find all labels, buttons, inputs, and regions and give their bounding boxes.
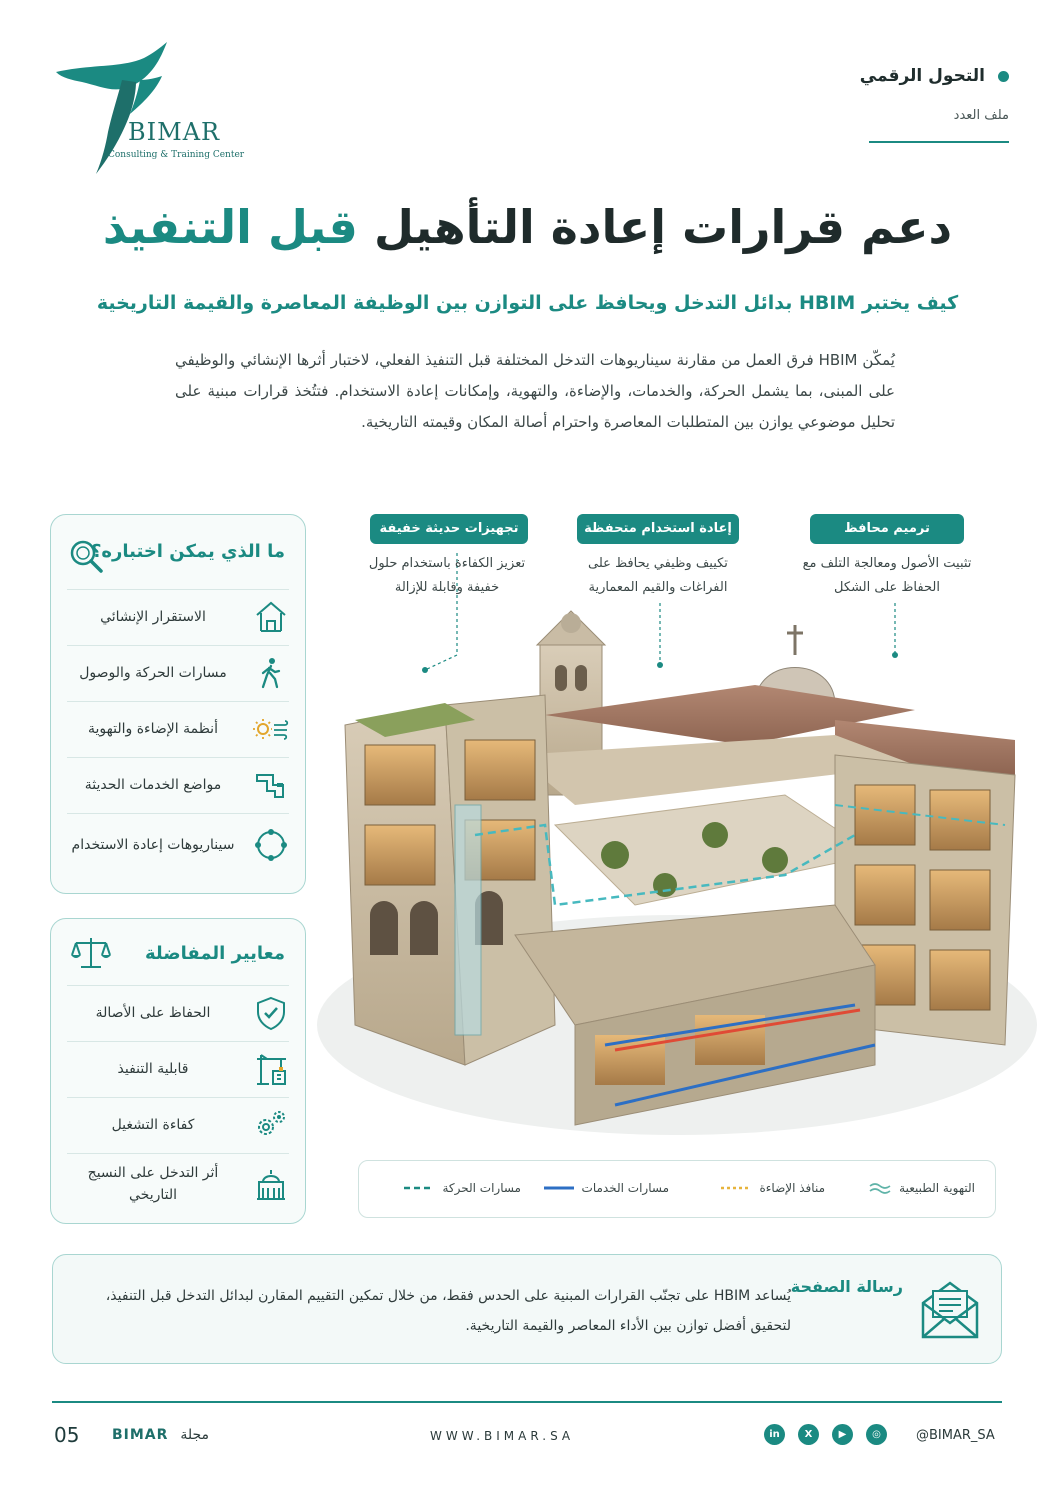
page-message-text: يُساعد HBIM على تجنّب القرارات المبنية على الحدس فقط، من خلال تمكين التقييم المقارن لبدائل التدخل قبل التنفيذ، لتحقيق أفضل توازن بين الأداء المعاصر والقيمة التاريخية. — [105, 1288, 791, 1334]
legend-item-services — [544, 1181, 669, 1195]
criteria-item-label: الحفاظ على الأصالة — [95, 1005, 211, 1021]
issue-file-label: ملف العدد — [953, 108, 1009, 123]
criteria-item-feasibility — [67, 1041, 289, 1096]
wave-icon — [869, 1182, 891, 1194]
section-dot-icon — [998, 71, 1009, 82]
test-item-label: سيناريوهات إعادة الاستخدام — [71, 837, 235, 853]
page-subtitle: كيف يختبر HBIM بدائل التدخل ويحافظ على التوازن بين الوظيفة المعاصرة والقيمة التاريخية — [96, 292, 959, 314]
magazine-name — [112, 1427, 209, 1443]
page-message-box — [52, 1254, 1002, 1364]
magazine-word: مجلة — [180, 1427, 209, 1443]
legend — [358, 1160, 996, 1218]
balance-scale-icon — [71, 935, 111, 971]
test-panel-title: ما الذي يمكن اختباره؟ — [90, 541, 285, 562]
criteria-item-label: أثر التدخل على النسيج التاريخي — [87, 1165, 219, 1203]
intro-paragraph: يُمكّن HBIM فرق العمل من مقارنة سيناريوهات التدخل المختلفة قبل التنفيذ الفعلي، لاختبار أثرها الإنشائي والوظيفي على المبنى، بما يشمل الحركة، والخدمات، والإضاءة، والتهوية، وإمكانات إعادة الاستخدام. فتتُخذ قرارات مبنية على تحليل موضوعي يوازن بين المتطلبات المعاصرة واحترام أصالة المكان وقيمته التاريخية. — [175, 351, 895, 431]
magazine-brand: BIMAR — [112, 1427, 169, 1443]
structure-icon — [253, 599, 289, 635]
test-item-label: الاستقرار الإنشائي — [100, 609, 206, 625]
title-main: دعم قرارات إعادة التأهيل — [373, 200, 953, 254]
legend-item-circulation — [404, 1181, 521, 1195]
test-item-services — [67, 757, 289, 812]
cycle-icon — [253, 827, 289, 863]
criteria-item-fabric — [67, 1153, 289, 1214]
page-number: 05 — [54, 1423, 80, 1447]
sun-wind-icon — [253, 711, 289, 747]
section-tag: التحول الرقمي — [859, 66, 985, 86]
website-link[interactable]: WWW.BIMAR.SA — [430, 1429, 575, 1443]
legend-label: منافذ الإضاءة — [759, 1181, 825, 1195]
desc-conservative-reuse: تكييف وظيفي يحافظ على الفراغات والقيم المعمارية — [588, 556, 728, 595]
desc-light-modern-fixtures: تعزيز الكفاءة باستخدام حلول خفيفة وقابلة للإزالة — [368, 556, 526, 595]
instagram-icon[interactable]: ◎ — [866, 1424, 887, 1445]
test-item-reuse — [67, 813, 289, 876]
social-links — [764, 1424, 887, 1445]
legend-item-ventilation — [869, 1181, 975, 1195]
shield-check-icon — [253, 995, 289, 1031]
pipe-icon — [253, 767, 289, 803]
linkedin-icon[interactable]: in — [764, 1424, 785, 1445]
page-message-title: رسالة الصفحة — [790, 1277, 903, 1296]
header-divider — [869, 141, 1009, 143]
test-item-label: مسارات الحركة والوصول — [79, 665, 227, 681]
legend-label: مسارات الخدمات — [581, 1181, 669, 1195]
envelope-icon — [919, 1277, 981, 1341]
badge-light-modern-fixtures: تجهيزات حديثة خفيفة — [370, 514, 528, 544]
legend-label: مسارات الحركة — [442, 1181, 521, 1195]
legend-item-lighting — [721, 1181, 825, 1195]
footer-divider — [52, 1401, 1002, 1403]
logo-name: BIMAR — [128, 118, 221, 146]
dashed-line-icon — [404, 1185, 434, 1191]
title-highlight: قبل التنفيذ — [102, 200, 358, 254]
social-handle[interactable]: @BIMAR_SA — [916, 1428, 995, 1443]
test-item-label: مواضع الخدمات الحديثة — [84, 777, 222, 793]
legend-label: التهوية الطبيعية — [899, 1181, 975, 1195]
heritage-building-cutaway-illustration — [315, 505, 1040, 1145]
desc-conservative-restoration: تثبيت الأصول ومعالجة التلف مع الحفاظ على الشكل — [802, 556, 972, 595]
badge-conservative-restoration: ترميم محافظ — [810, 514, 964, 544]
criteria-item-efficiency — [67, 1097, 289, 1152]
gears-icon — [253, 1107, 289, 1143]
heritage-building-icon — [253, 1166, 289, 1202]
criteria-item-label: كفاءة التشغيل — [111, 1117, 195, 1133]
test-item-lighting — [67, 701, 289, 756]
test-item-circulation — [67, 645, 289, 700]
x-icon[interactable]: X — [798, 1424, 819, 1445]
test-item-structure — [67, 589, 289, 644]
criteria-item-authenticity — [67, 985, 289, 1040]
crane-icon — [253, 1051, 289, 1087]
magnifier-icon — [67, 537, 105, 575]
criteria-panel-title: معايير المفاضلة — [144, 943, 285, 964]
criteria-item-label: قابلية التنفيذ — [117, 1061, 189, 1077]
dotted-line-icon — [721, 1185, 751, 1191]
test-panel — [50, 514, 306, 894]
youtube-icon[interactable]: ▶ — [832, 1424, 853, 1445]
badge-conservative-reuse: إعادة استخدام متحفظة — [577, 514, 739, 544]
page-title — [0, 200, 1055, 254]
criteria-panel — [50, 918, 306, 1224]
walking-person-icon — [253, 655, 289, 691]
solid-line-icon — [544, 1185, 574, 1191]
logo-tagline: Consulting & Training Center — [108, 150, 245, 160]
test-item-label: أنظمة الإضاءة والتهوية — [88, 721, 218, 737]
